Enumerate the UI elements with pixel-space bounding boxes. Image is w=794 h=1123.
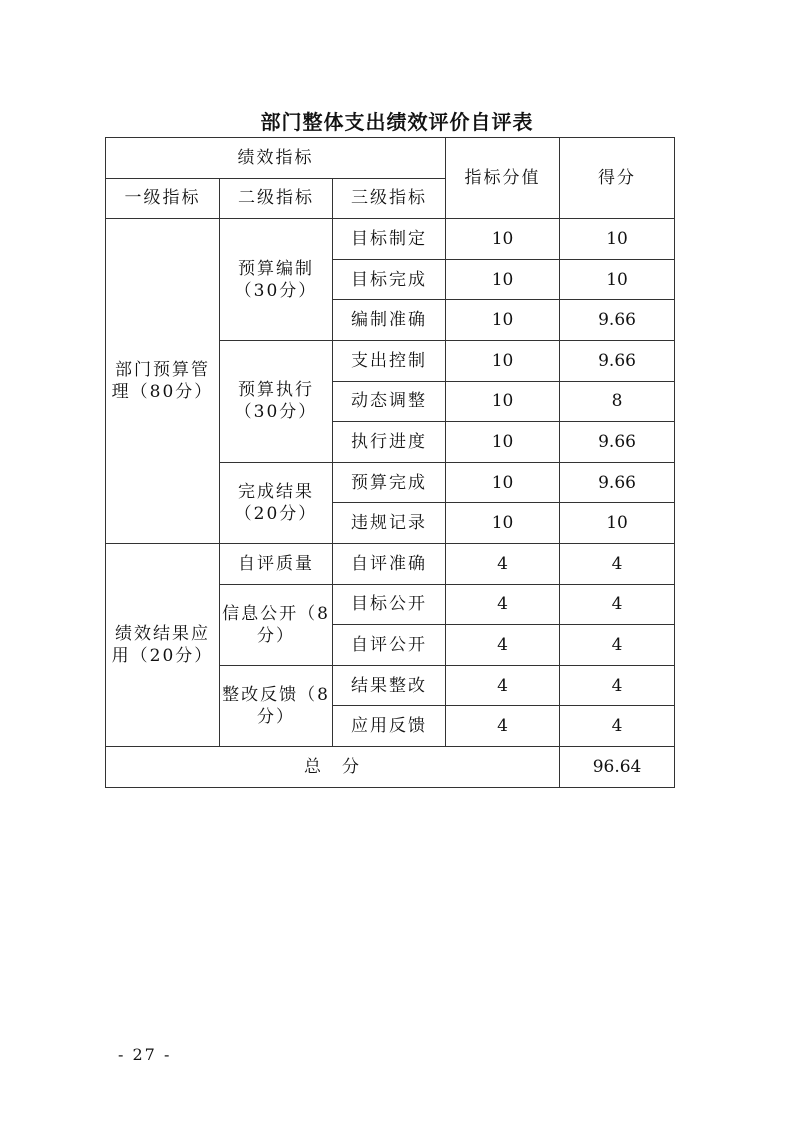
score-cell: 9.66 <box>560 462 675 503</box>
header-level2: 二级指标 <box>220 178 333 219</box>
table-title: 部门整体支出绩效评价自评表 <box>260 110 534 134</box>
level2-cell: 自评质量 <box>220 543 333 584</box>
value-cell: 10 <box>446 422 560 463</box>
level2-cell: 信息公开（8分） <box>220 584 333 665</box>
value-cell: 4 <box>446 706 560 747</box>
level3-cell: 目标公开 <box>333 584 446 625</box>
level3-cell: 目标制定 <box>333 219 446 260</box>
level1-cell: 绩效结果应用（20分） <box>106 543 220 746</box>
score-cell: 4 <box>560 584 675 625</box>
level2-cell: 预算执行（30分） <box>220 340 333 462</box>
level3-cell: 动态调整 <box>333 381 446 422</box>
value-cell: 4 <box>446 584 560 625</box>
score-cell: 10 <box>560 219 675 260</box>
score-cell: 10 <box>560 259 675 300</box>
score-cell: 4 <box>560 665 675 706</box>
value-cell: 4 <box>446 625 560 666</box>
level3-cell: 目标完成 <box>333 259 446 300</box>
value-cell: 4 <box>446 543 560 584</box>
score-cell: 4 <box>560 543 675 584</box>
total-label: 总 分 <box>106 746 560 787</box>
score-cell: 9.66 <box>560 422 675 463</box>
value-cell: 10 <box>446 340 560 381</box>
value-cell: 10 <box>446 219 560 260</box>
score-cell: 4 <box>560 625 675 666</box>
header-group: 绩效指标 <box>106 138 446 179</box>
table-row <box>106 543 675 584</box>
level3-cell: 自评公开 <box>333 625 446 666</box>
score-cell: 10 <box>560 503 675 544</box>
value-cell: 10 <box>446 381 560 422</box>
level3-cell: 自评准确 <box>333 543 446 584</box>
table-row <box>106 219 675 260</box>
score-cell: 8 <box>560 381 675 422</box>
level3-cell: 执行进度 <box>333 422 446 463</box>
value-cell: 10 <box>446 259 560 300</box>
header-score: 得分 <box>560 138 675 219</box>
header-level1: 一级指标 <box>106 178 220 219</box>
value-cell: 10 <box>446 462 560 503</box>
level3-cell: 应用反馈 <box>333 706 446 747</box>
page-number: - 27 - <box>118 1045 172 1064</box>
value-cell: 4 <box>446 665 560 706</box>
level2-cell: 完成结果（20分） <box>220 462 333 543</box>
level3-cell: 编制准确 <box>333 300 446 341</box>
table-row <box>106 138 675 179</box>
evaluation-table <box>105 137 675 788</box>
value-cell: 10 <box>446 503 560 544</box>
header-score-value: 指标分值 <box>446 138 560 219</box>
value-cell: 10 <box>446 300 560 341</box>
level3-cell: 预算完成 <box>333 462 446 503</box>
table-row <box>106 746 675 787</box>
level2-cell: 整改反馈（8分） <box>220 665 333 746</box>
total-score: 96.64 <box>560 746 675 787</box>
score-cell: 4 <box>560 706 675 747</box>
level3-cell: 结果整改 <box>333 665 446 706</box>
level2-cell: 预算编制（30分） <box>220 219 333 341</box>
score-cell: 9.66 <box>560 300 675 341</box>
header-level3: 三级指标 <box>333 178 446 219</box>
level3-cell: 违规记录 <box>333 503 446 544</box>
level3-cell: 支出控制 <box>333 340 446 381</box>
level1-cell: 部门预算管理（80分） <box>106 219 220 544</box>
score-cell: 9.66 <box>560 340 675 381</box>
